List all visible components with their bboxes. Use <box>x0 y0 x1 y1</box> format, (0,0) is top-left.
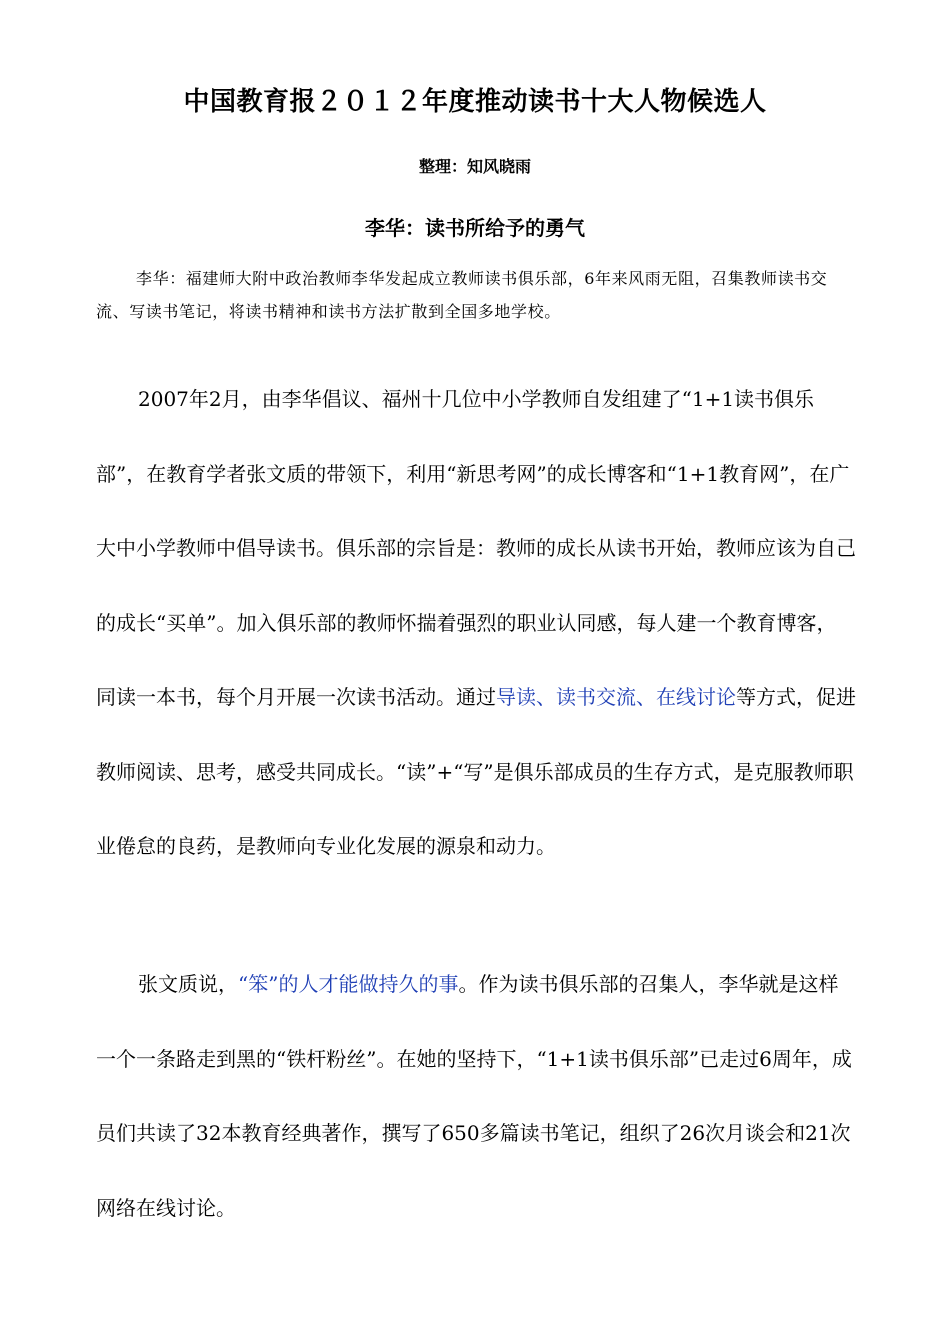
intro-summary: 李华：福建师大附中政治教师李华发起成立教师读书俱乐部，6年来风雨无阻，召集教师读书交流、写读书笔记，将读书精神和读书方法扩散到全国多地学校。 <box>96 269 828 321</box>
body-paragraph-2 <box>96 947 856 1245</box>
paragraph-1-text-b: 等方式，促进教师阅读、思考，感受共同成长。“读”+“写”是俱乐部成员的生存方式，是克服教师职业倦怠的良药，是教师向专业化发展的源泉和动力。 <box>96 685 856 858</box>
paragraph-2-link[interactable]: “笨”的人才能做持久的事 <box>238 972 459 996</box>
paragraph-2-text-a: 张文质说， <box>138 972 238 996</box>
body-paragraph-1 <box>96 362 856 884</box>
section-subtitle: 李华：读书所给予的勇气 <box>365 216 585 240</box>
document-title: 中国教育报２０１２年度推动读书十大人物候选人 <box>183 87 767 117</box>
paragraph-1-link[interactable]: 导读、读书交流、在线讨论 <box>496 685 736 709</box>
paragraph-1-text-a: 2007年2月，由李华倡议、福州十几位中小学教师自发组建了“1+1读书俱乐部”，在教育学者张文质的带领下，利用“新思考网”的成长博客和“1+1教育网”，在广大中小学教师中倡导读书。俱乐部的宗旨是：教师的成长从读书开始，教师应该为自己的成长“买单”。加入俱乐部的教师怀揣着强烈的职业认同感，每人建一个教育博客，同读一本书，每个月开展一次读书活动。通过 <box>96 387 856 709</box>
compiler-credit: 整理：知风晓雨 <box>418 157 531 176</box>
paragraph-2-text-b: 。作为读书俱乐部的召集人，李华就是这样一个一条路走到黑的“铁杆粉丝”。在她的坚持下，“1+1读书俱乐部”已走过6周年，成员们共读了32本教育经典著作，撰写了650多篇读书笔记，组织了26次月谈会和21次网络在线讨论。 <box>96 972 852 1220</box>
